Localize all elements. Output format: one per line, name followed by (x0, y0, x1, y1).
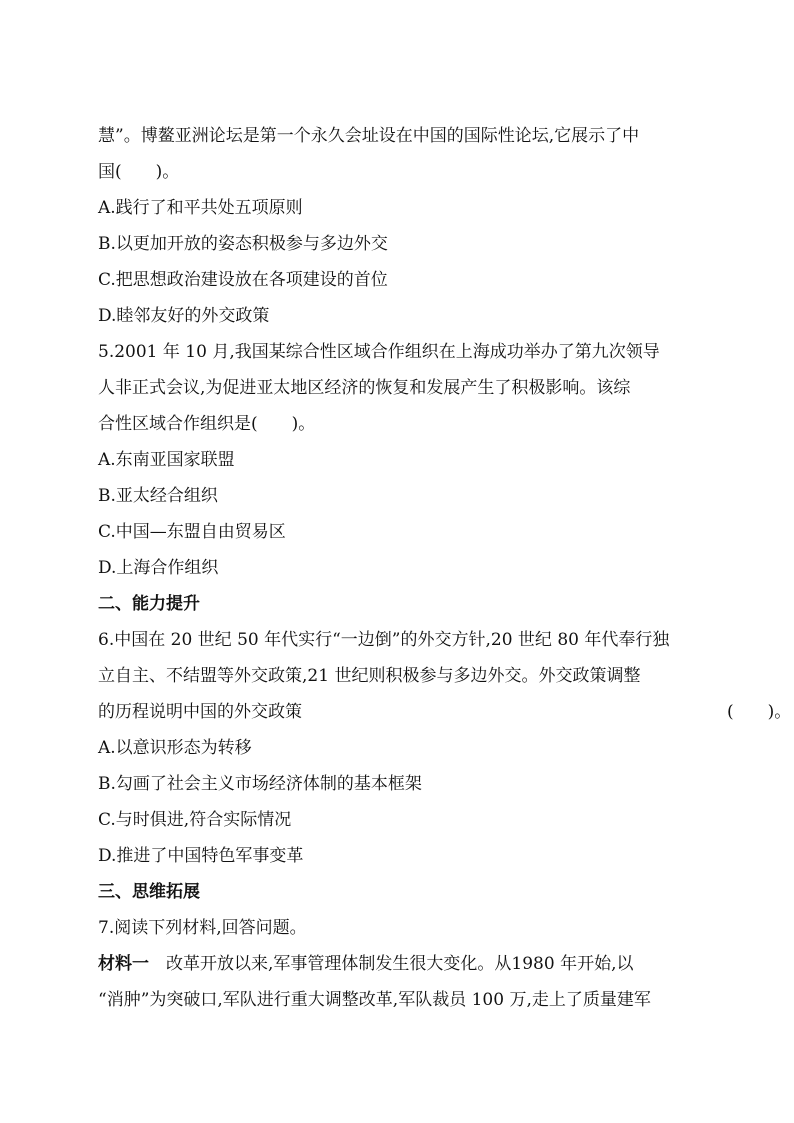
q5-option-d: D.上海合作组织 (98, 558, 219, 578)
q4-option-c: C.把思想政治建设放在各项建设的首位 (98, 270, 388, 290)
q7-material-1-line-2: “消肿”为突破口,军队进行重大调整改革,军队裁员 100 万,走上了质量建军 (98, 990, 651, 1010)
q6-stem-line-1: 6.中国在 20 世纪 50 年代实行“一边倒”的外交方针,20 世纪 80 年代奉行独 (98, 630, 670, 650)
q4-option-d: D.睦邻友好的外交政策 (98, 306, 270, 326)
q6-option-d: D.推进了中国特色军事变革 (98, 846, 304, 866)
q7-material-1-line-1 (98, 954, 696, 974)
material-1-label: 材料一 (98, 954, 149, 974)
material-1-text: 改革开放以来,军事管理体制发生很大变化。从1980 年开始,以 (149, 954, 634, 974)
q5-stem-line-3: 合性区域合作组织是( )。 (98, 414, 316, 434)
section-heading-ability: 二、能力提升 (98, 594, 200, 614)
q6-option-c: C.与时俱进,符合实际情况 (98, 810, 292, 830)
q5-option-c: C.中国—东盟自由贸易区 (98, 522, 286, 542)
q5-option-b: B.亚太经合组织 (98, 486, 218, 506)
q5-stem-line-2: 人非正式会议,为促进亚太地区经济的恢复和发展产生了积极影响。该综 (98, 378, 631, 398)
q6-stem-line-3-text: 的历程说明中国的外交政策 (98, 702, 302, 722)
q7-stem: 7.阅读下列材料,回答问题。 (98, 918, 307, 938)
q4-option-a: A.践行了和平共处五项原则 (98, 198, 303, 218)
q6-stem-line-2: 立自主、不结盟等外交政策,21 世纪则积极参与多边外交。外交政策调整 (98, 666, 641, 686)
q6-option-b: B.勾画了社会主义市场经济体制的基本框架 (98, 774, 422, 794)
q6-answer-blank: ( )。 (727, 702, 792, 722)
q5-option-a: A.东南亚国家联盟 (98, 450, 235, 470)
q4-stem-line-1: 慧”。博鳌亚洲论坛是第一个永久会址设在中国的国际性论坛,它展示了中 (98, 126, 640, 146)
q6-option-a: A.以意识形态为转移 (98, 738, 252, 758)
q4-stem-line-2: 国( )。 (98, 162, 180, 182)
q4-option-b: B.以更加开放的姿态积极参与多边外交 (98, 234, 388, 254)
q5-stem-line-1: 5.2001 年 10 月,我国某综合性区域合作组织在上海成功举办了第九次领导 (98, 342, 660, 362)
section-heading-thinking: 三、思维拓展 (98, 882, 200, 902)
q6-stem-line-3 (98, 702, 792, 722)
